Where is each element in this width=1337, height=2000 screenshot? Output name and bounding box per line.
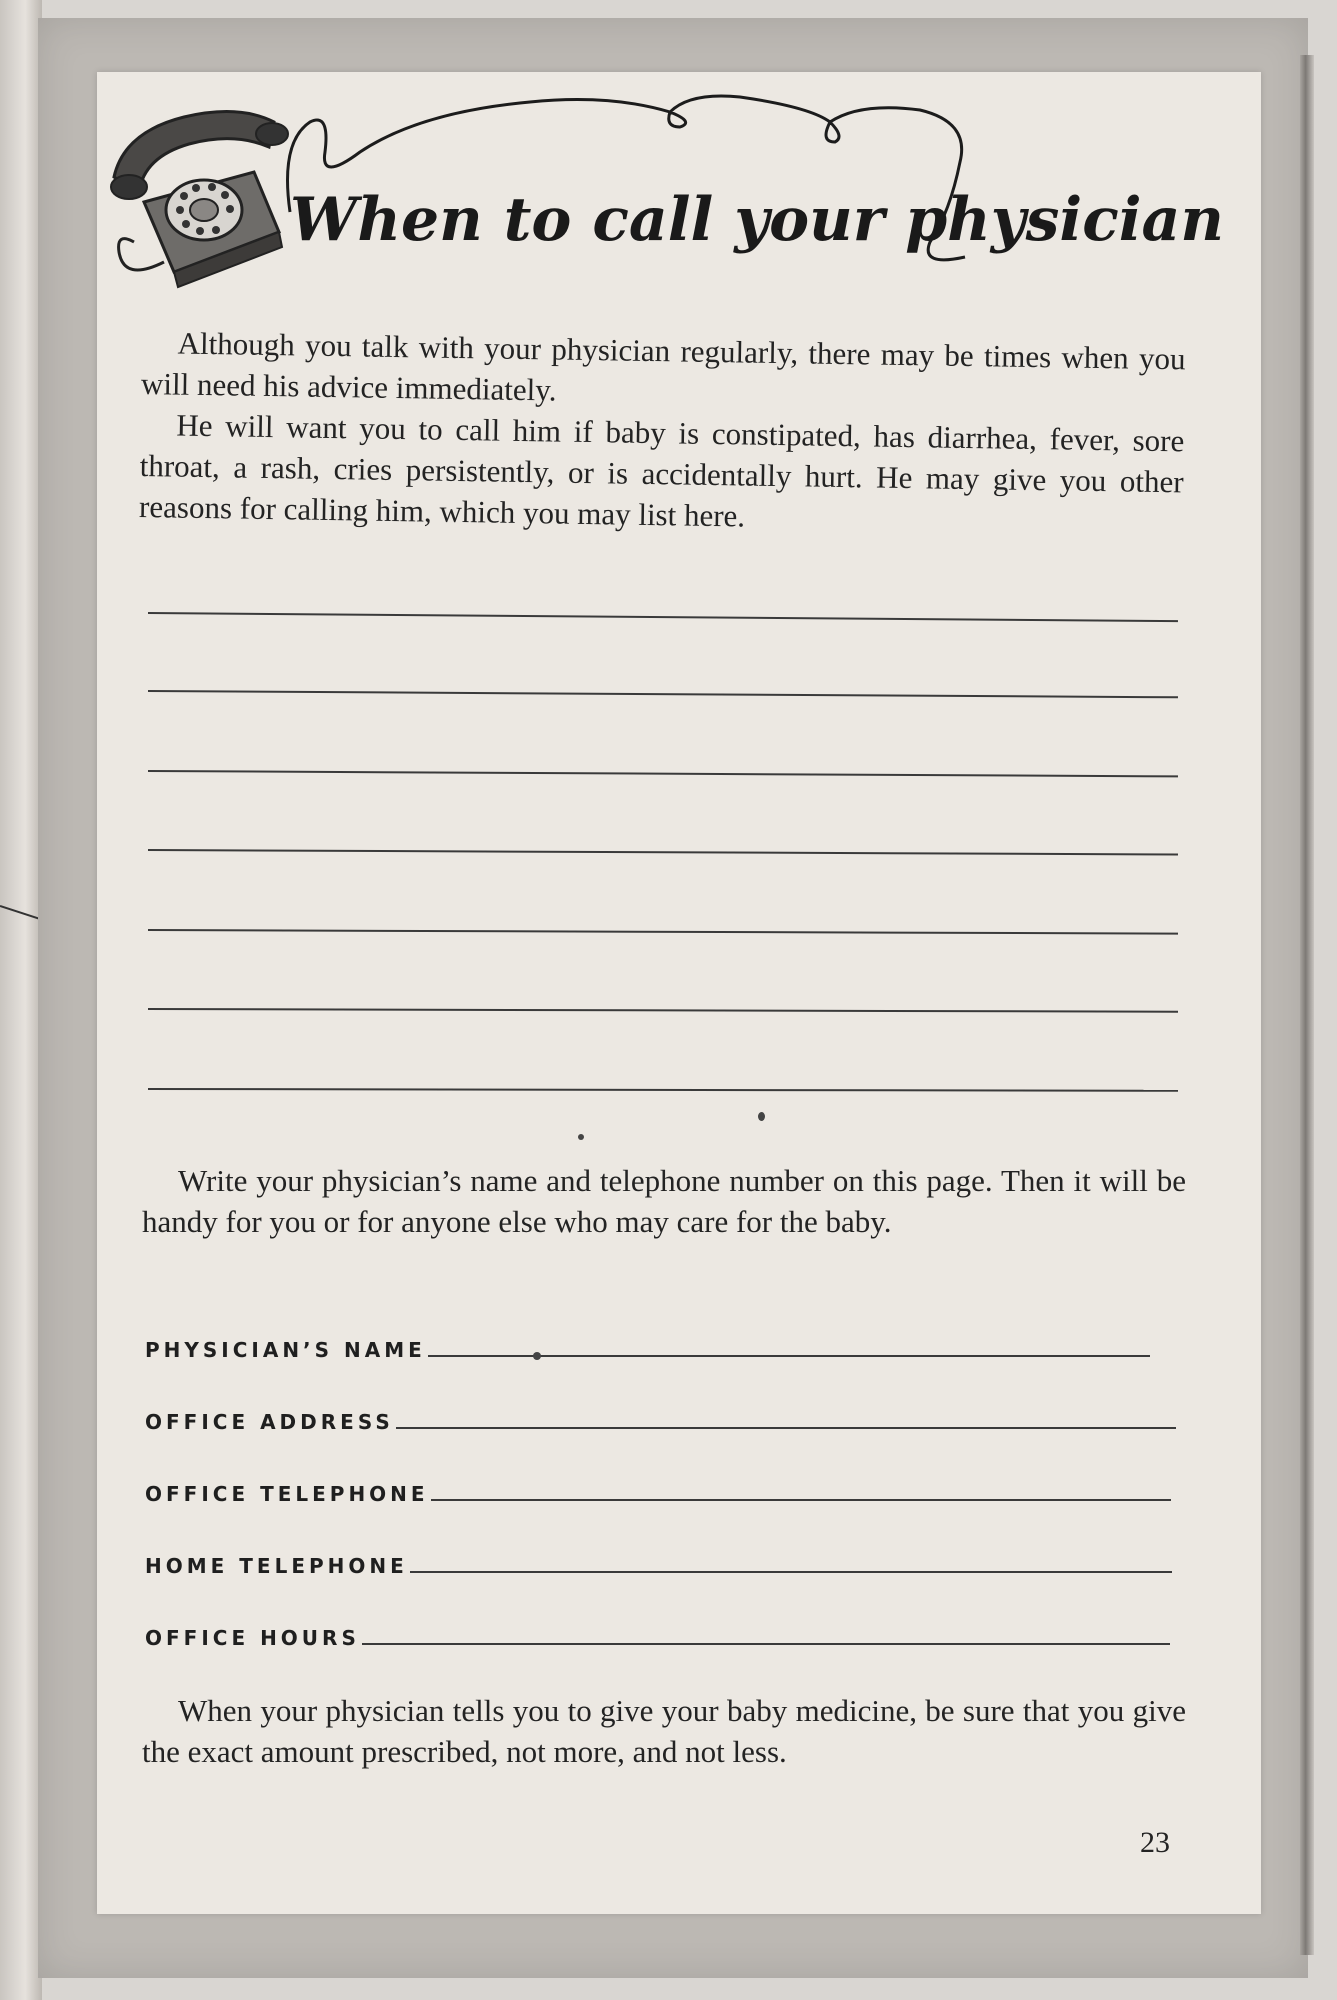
facing-page-edge xyxy=(0,0,42,2000)
office-address-input[interactable] xyxy=(396,1427,1176,1429)
physician-name-field[interactable] xyxy=(145,1332,1150,1362)
intro-paragraph xyxy=(139,322,1186,543)
office-telephone-input[interactable] xyxy=(431,1499,1171,1501)
field-label: OFFICE HOURS xyxy=(145,1626,360,1650)
page-title: When to call your physician xyxy=(290,185,1225,255)
field-label: OFFICE ADDRESS xyxy=(145,1410,394,1434)
office-hours-input[interactable] xyxy=(362,1643,1170,1645)
rotary-telephone-icon xyxy=(104,92,294,292)
medicine-paragraph xyxy=(142,1690,1186,1772)
field-label: OFFICE TELEPHONE xyxy=(145,1482,429,1506)
paper-speck xyxy=(758,1112,765,1121)
booklet-edge xyxy=(1300,55,1314,1955)
page-number: 23 xyxy=(1140,1826,1170,1859)
paper-speck xyxy=(533,1352,541,1360)
field-label: HOME TELEPHONE xyxy=(145,1554,408,1578)
instructions-text: Write your physician’s name and telephone number on this page. Then it will be handy for you or for anyone else who may care for the baby. xyxy=(142,1163,1186,1239)
medicine-text: When your physician tells you to give your baby medicine, be sure that you give the exact amount prescribed, not more, and not less. xyxy=(142,1693,1186,1769)
home-telephone-input[interactable] xyxy=(410,1571,1172,1573)
office-hours-field[interactable] xyxy=(145,1620,1170,1650)
field-label: PHYSICIAN’S NAME xyxy=(145,1338,426,1362)
indent xyxy=(142,353,178,354)
intro-text: Although you talk with your physician regularly, there may be times when you will need his advice immediately. xyxy=(140,325,1186,408)
office-telephone-field[interactable] xyxy=(145,1476,1171,1506)
reasons-text: He will want you to call him if baby is constipated, has diarrhea, fever, sore throat, a rash, cries persistently, or is accidentally hurt. He may give you other reasons for calling him, which you may list here. xyxy=(138,407,1185,534)
paper-speck xyxy=(578,1134,584,1140)
instructions-paragraph xyxy=(142,1160,1186,1242)
home-telephone-field[interactable] xyxy=(145,1548,1172,1578)
divider xyxy=(0,905,40,920)
indent xyxy=(140,435,176,436)
office-address-field[interactable] xyxy=(145,1404,1176,1434)
